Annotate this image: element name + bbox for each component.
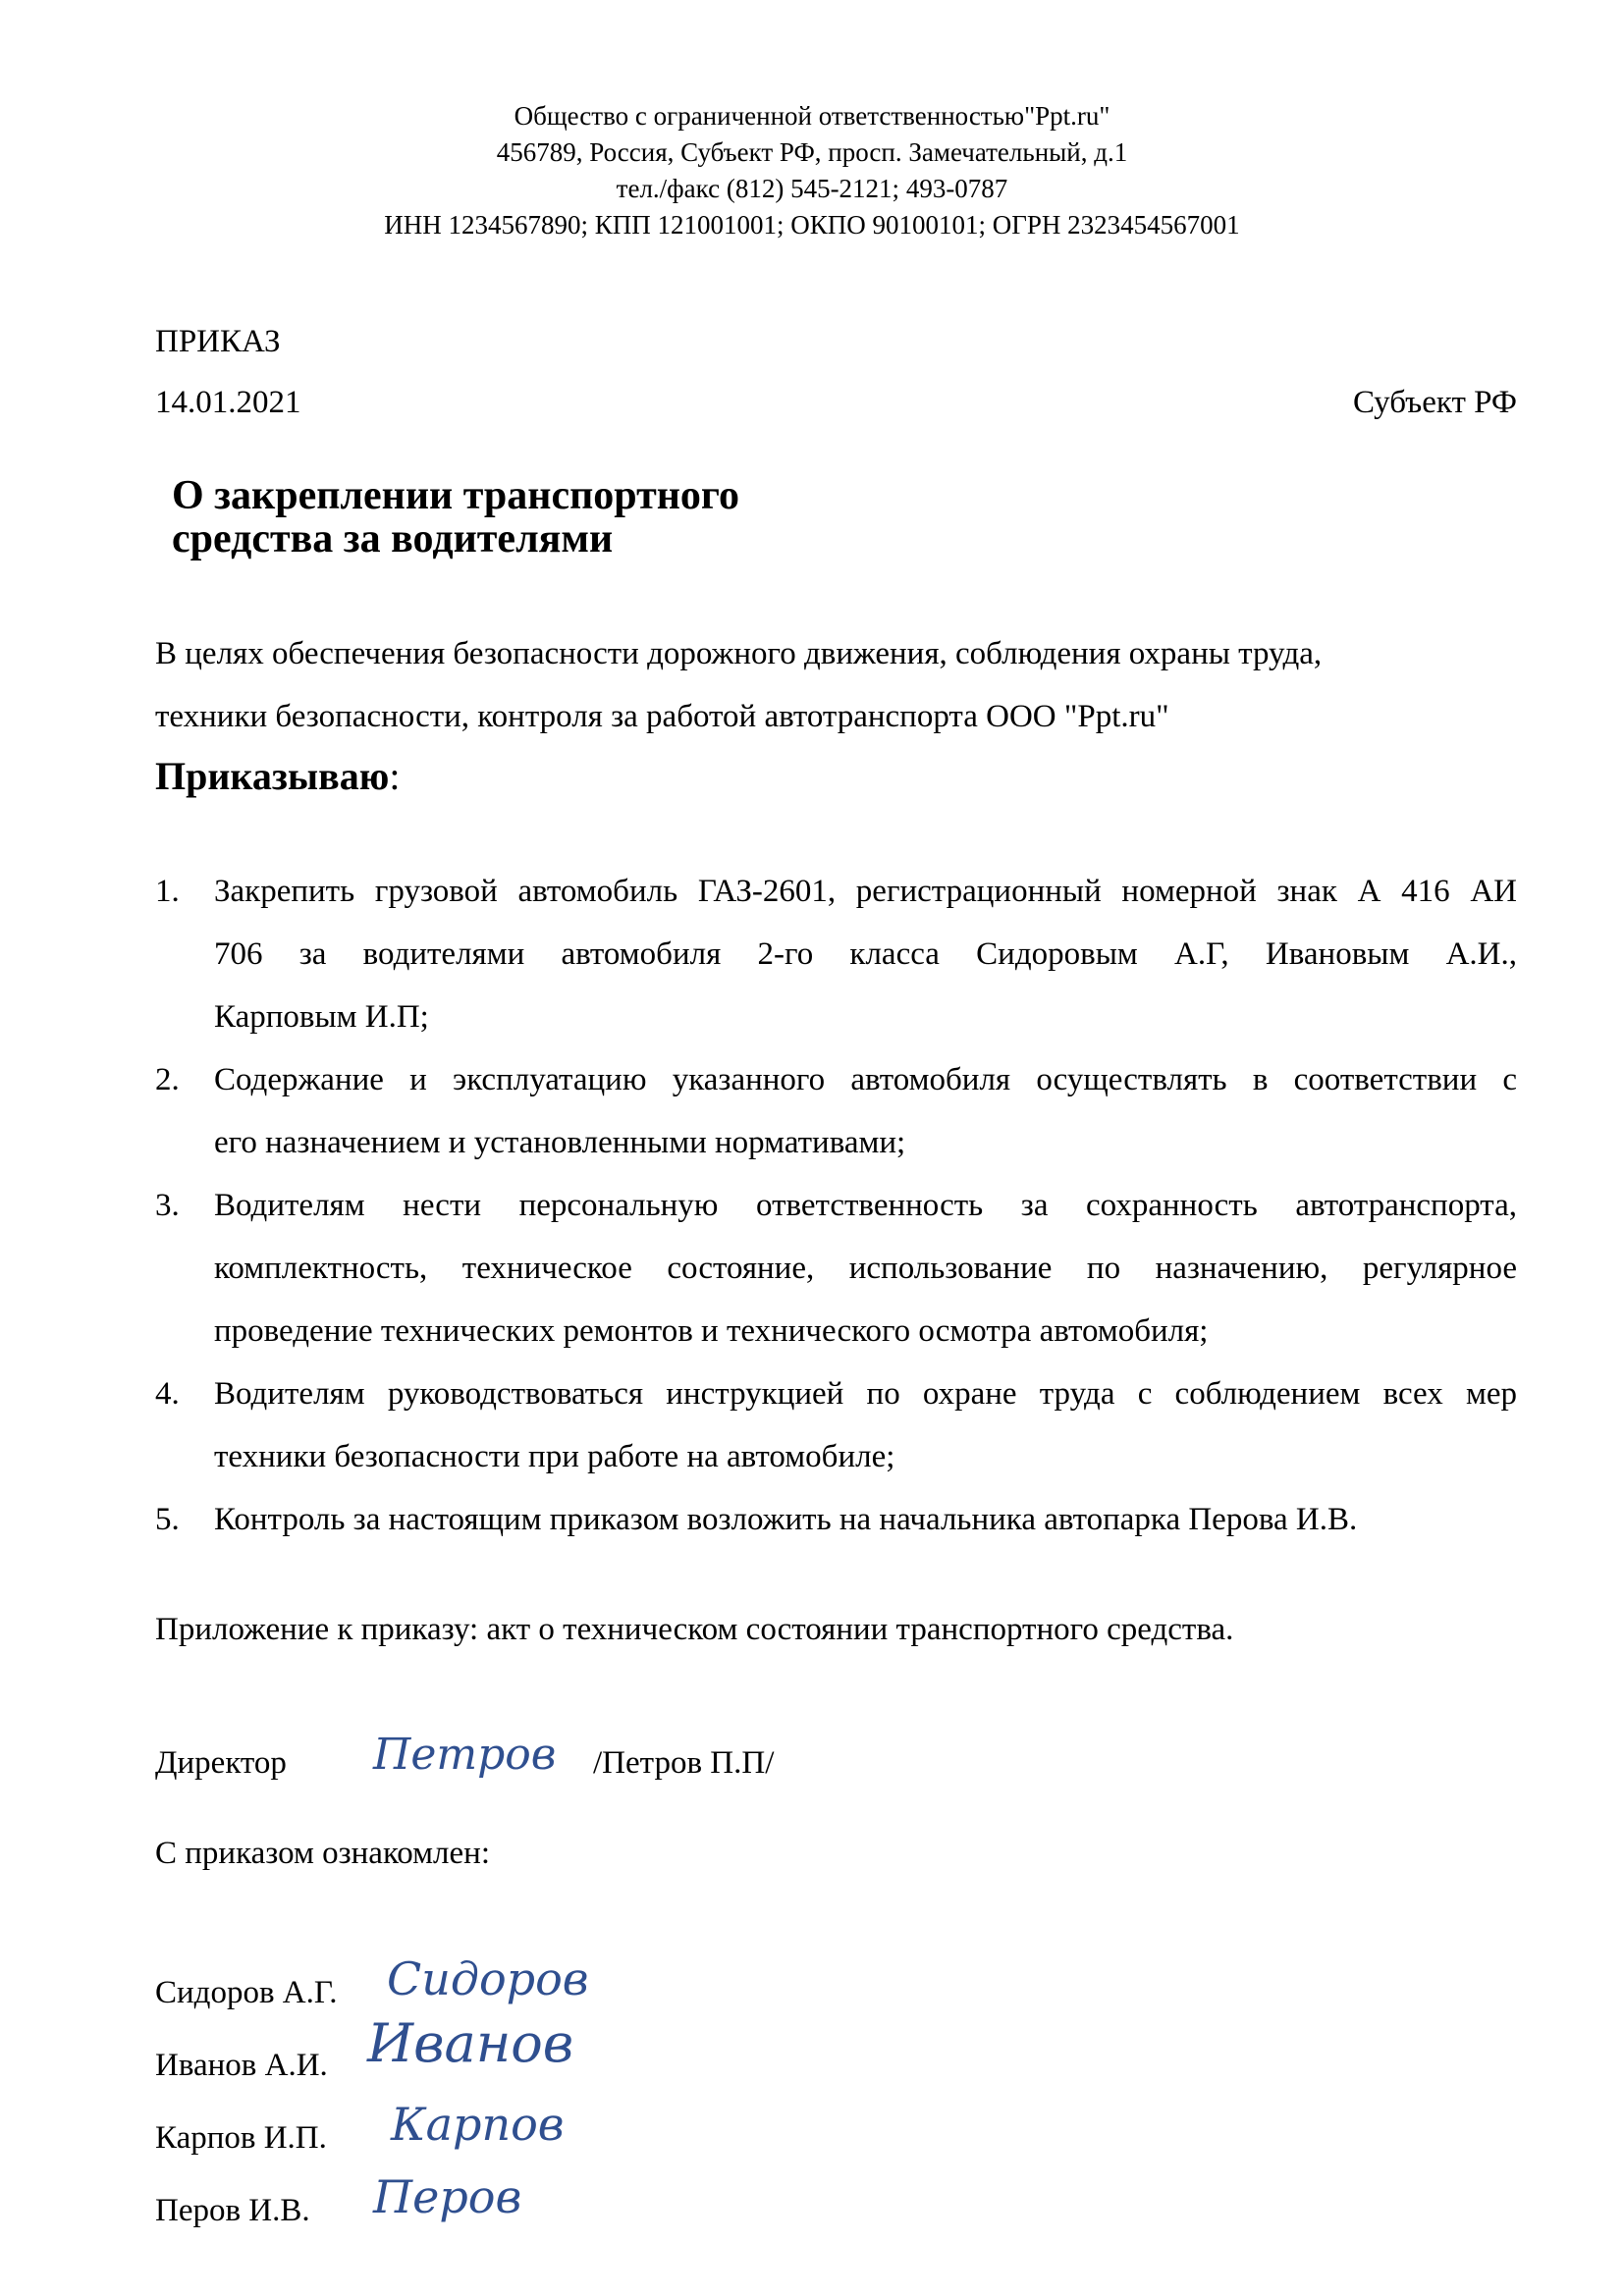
signer-row bbox=[155, 1952, 1039, 2038]
list-item bbox=[155, 1048, 1517, 1174]
order-items-list bbox=[155, 860, 1517, 1551]
organization-header bbox=[0, 98, 1624, 243]
document-type: ПРИКАЗ bbox=[155, 324, 281, 359]
item-number: 4. bbox=[155, 1376, 180, 1412]
item-text-line: 706 за водителями автомобиля 2-го класса Сидоровым А.Г, Ивановым А.И., bbox=[214, 936, 1517, 972]
document-place: Субъект РФ bbox=[1352, 385, 1517, 420]
director-name: /Петров П.П/ bbox=[593, 1745, 775, 1781]
document-date: 14.01.2021 bbox=[155, 385, 301, 420]
org-phone: тел./факс (812) 545-2121; 493-0787 bbox=[616, 174, 1008, 203]
item-text-line: Закрепить грузовой автомобиль ГАЗ-2601, регистрационный номерной знак А 416 АИ bbox=[214, 874, 1517, 909]
item-text-line: Водителям руководствоваться инструкцией по охране труда с соблюдением всех мер bbox=[214, 1376, 1517, 1412]
title-line-1: О закреплении транспортного bbox=[172, 473, 739, 518]
item-number: 2. bbox=[155, 1062, 180, 1097]
signer-signature: Перов bbox=[373, 2170, 522, 2223]
title-line-2: средства за водителями bbox=[172, 516, 614, 561]
preamble-line-2: техники безопасности, контроля за работой автотранспорта ООО "Ppt.ru" bbox=[155, 699, 1169, 734]
document-title bbox=[172, 473, 739, 561]
signer-name: Иванов А.И. bbox=[155, 2048, 328, 2083]
list-item bbox=[155, 860, 1517, 1048]
signer-name: Сидоров А.Г. bbox=[155, 1975, 338, 2010]
signer-signature: Иванов bbox=[367, 2012, 574, 2074]
item-text-line: проведение технических ремонтов и технического осмотра автомобиля; bbox=[214, 1313, 1209, 1349]
signer-signature: Карпов bbox=[391, 2098, 565, 2151]
item-text-line: Водителям нести персональную ответственность за сохранность автотранспорта, bbox=[214, 1188, 1517, 1223]
signer-row bbox=[155, 2098, 1039, 2183]
item-number: 5. bbox=[155, 1502, 180, 1537]
director-signature: Петров bbox=[373, 1730, 557, 1780]
signer-signature: Сидоров bbox=[387, 1952, 589, 2005]
order-colon: : bbox=[389, 754, 401, 798]
order-heading bbox=[155, 752, 400, 801]
item-text-line: Контроль за настоящим приказом возложить на начальника автопарка Перова И.В. bbox=[214, 1502, 1358, 1537]
item-text-line: Содержание и эксплуатацию указанного автомобиля осуществлять в соответствии с bbox=[214, 1062, 1517, 1097]
item-text-line: его назначением и установленными нормативами; bbox=[214, 1125, 906, 1160]
order-word: Приказываю bbox=[155, 754, 390, 798]
acknowledged-label: С приказом ознакомлен: bbox=[155, 1836, 491, 1871]
list-item bbox=[155, 1488, 1517, 1551]
signer-row bbox=[155, 2012, 1039, 2110]
preamble bbox=[155, 622, 1517, 748]
item-text-line: комплектность, техническое состояние, использование по назначению, регулярное bbox=[214, 1251, 1517, 1286]
signer-name: Карпов И.П. bbox=[155, 2120, 327, 2156]
director-signature-row bbox=[155, 1730, 1333, 1798]
list-item bbox=[155, 1174, 1517, 1362]
director-label: Директор bbox=[155, 1745, 287, 1781]
item-number: 1. bbox=[155, 874, 180, 909]
signer-name: Перов И.В. bbox=[155, 2193, 310, 2228]
item-number: 3. bbox=[155, 1188, 180, 1223]
org-address: 456789, Россия, Субъект РФ, просп. Замечательный, д.1 bbox=[496, 137, 1128, 167]
appendix-note: Приложение к приказу: акт о техническом состоянии транспортного средства. bbox=[155, 1612, 1234, 1647]
item-text-line: Карповым И.П; bbox=[214, 999, 429, 1035]
org-name: Общество с ограниченной ответственностью"Ppt.ru" bbox=[514, 101, 1110, 131]
org-registration-codes: ИНН 1234567890; КПП 121001001; ОКПО 90100101; ОГРН 2323454567001 bbox=[384, 210, 1240, 240]
list-item bbox=[155, 1362, 1517, 1488]
signer-row bbox=[155, 2170, 1039, 2256]
item-text-line: техники безопасности при работе на автомобиле; bbox=[214, 1439, 895, 1474]
preamble-line-1: В целях обеспечения безопасности дорожного движения, соблюдения охраны труда, bbox=[155, 636, 1323, 671]
